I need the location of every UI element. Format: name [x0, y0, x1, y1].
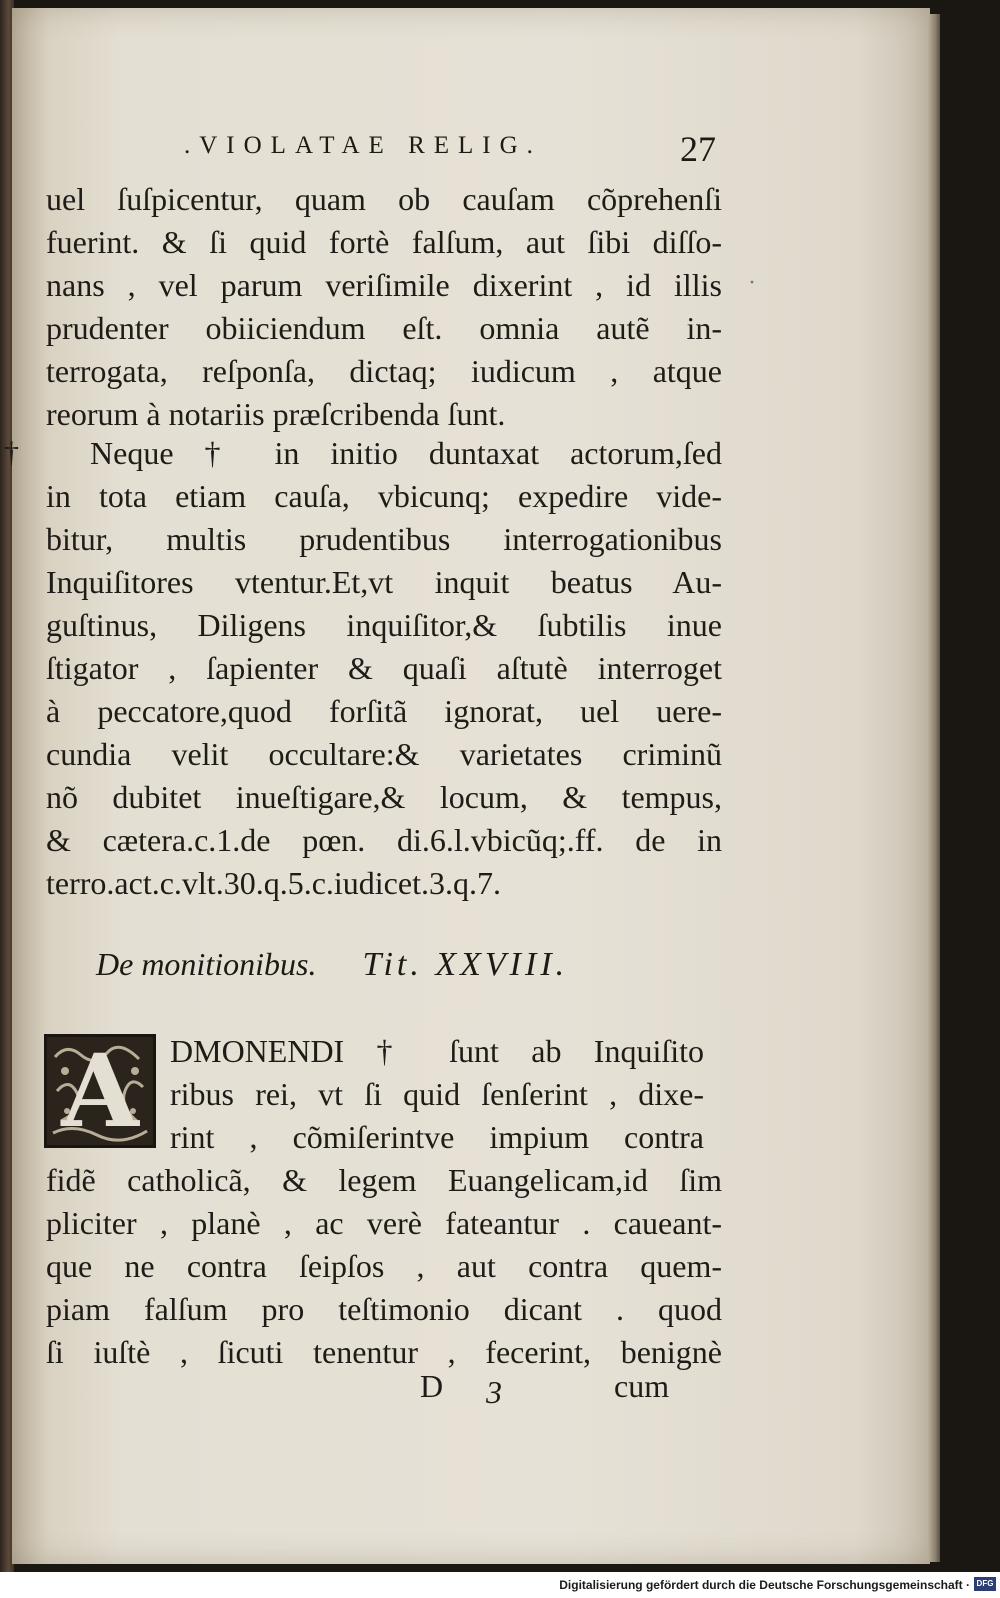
text-line: ribus rei, vt ſi quid ſenſerint , dixe-: [170, 1076, 704, 1112]
page-edge: [928, 14, 940, 1562]
signature-mark: D: [420, 1368, 444, 1404]
text-line: piam falſum pro teſtimonio dicant . quod: [46, 1291, 722, 1327]
text-line: à peccatore,quod forſitã ignorat, uel uere-: [46, 693, 722, 729]
margin-smudge: ·: [748, 270, 756, 296]
running-title: .VIOLATAE RELIG.: [184, 132, 542, 159]
text-line: DMONENDI † ſunt ab Inquiſito: [170, 1033, 704, 1069]
paragraph-3-opening: [170, 1030, 704, 1159]
text-line: Neque † in initio duntaxat actorum,ſed: [90, 435, 722, 471]
margin-mark: †: [4, 436, 19, 469]
text-line: ſtigator , ſapienter & quaſi aſtutè interroget: [46, 650, 722, 686]
text-line: pliciter , planè , ac verè fateantur . caueant-: [46, 1205, 722, 1241]
text-line: rint , cõmiſerintve impium contra: [170, 1119, 704, 1155]
dfg-logo: DFG: [974, 1577, 996, 1591]
text-line: que ne contra ſeipſos , aut contra quem-: [46, 1248, 722, 1284]
funding-credit: Digitalisierung gefördert durch die Deutsche Forschungsgemeinschaft ·: [559, 1578, 970, 1592]
text-line: cundia velit occultare:& varietates criminũ: [46, 736, 722, 772]
text-line: fuerint. & ſi quid fortè falſum, aut ſibi diſſo-: [46, 224, 722, 260]
text-line: terrogata, reſponſa, dictaq; iudicum , atque: [46, 353, 722, 389]
page-number: 27: [680, 129, 716, 169]
footer-bar: [0, 1572, 1000, 1598]
text-line: bitur, multis prudentibus interrogationibus: [46, 521, 722, 557]
paragraph-2: [46, 432, 722, 905]
text-line: Inquiſitores vtentur.Et,vt inquit beatus Au-: [46, 564, 722, 600]
decorated-initial: [44, 1034, 156, 1148]
text-line: prudenter obiiciendum eſt. omnia autẽ in-: [46, 310, 722, 346]
text-line: terro.act.c.vlt.30.q.5.c.iudicet.3.q.7.: [46, 865, 501, 901]
signature-number: 3: [486, 1374, 502, 1410]
text-line: fidẽ catholicã, & legem Euangelicam,id ſim: [46, 1162, 722, 1198]
section-title: De monitionibus.: [96, 946, 317, 982]
initial-letter: A: [61, 1034, 139, 1148]
text-line: uel ſuſpicentur, quam ob cauſam cõprehenſi: [46, 181, 722, 217]
text-line: nõ dubitet inueſtigare,& locum, & tempus,: [46, 779, 722, 815]
text-line: ſi iuſtè , ſicuti tenentur , fecerint, benignè: [46, 1334, 722, 1370]
text-line: in tota etiam cauſa, vbicunq; expedire vide-: [46, 478, 722, 514]
section-number: Tit. XXVIII.: [362, 946, 569, 983]
catchword: cum: [614, 1368, 670, 1404]
text-line: & cætera.c.1.de pœn. di.6.l.vbicũq;.ff. de in: [46, 822, 722, 858]
section-heading: [96, 946, 696, 984]
text-line: guſtinus, Diligens inquiſitor,& ſubtilis inue: [46, 607, 722, 643]
text-line: reorum à notariis præſcribenda ſunt.: [46, 396, 506, 432]
paragraph-3: [46, 1159, 722, 1374]
text-line: nans , vel parum veriſimile dixerint , id illis: [46, 267, 722, 303]
catchline: [420, 1368, 700, 1412]
paragraph-1: [46, 178, 722, 436]
